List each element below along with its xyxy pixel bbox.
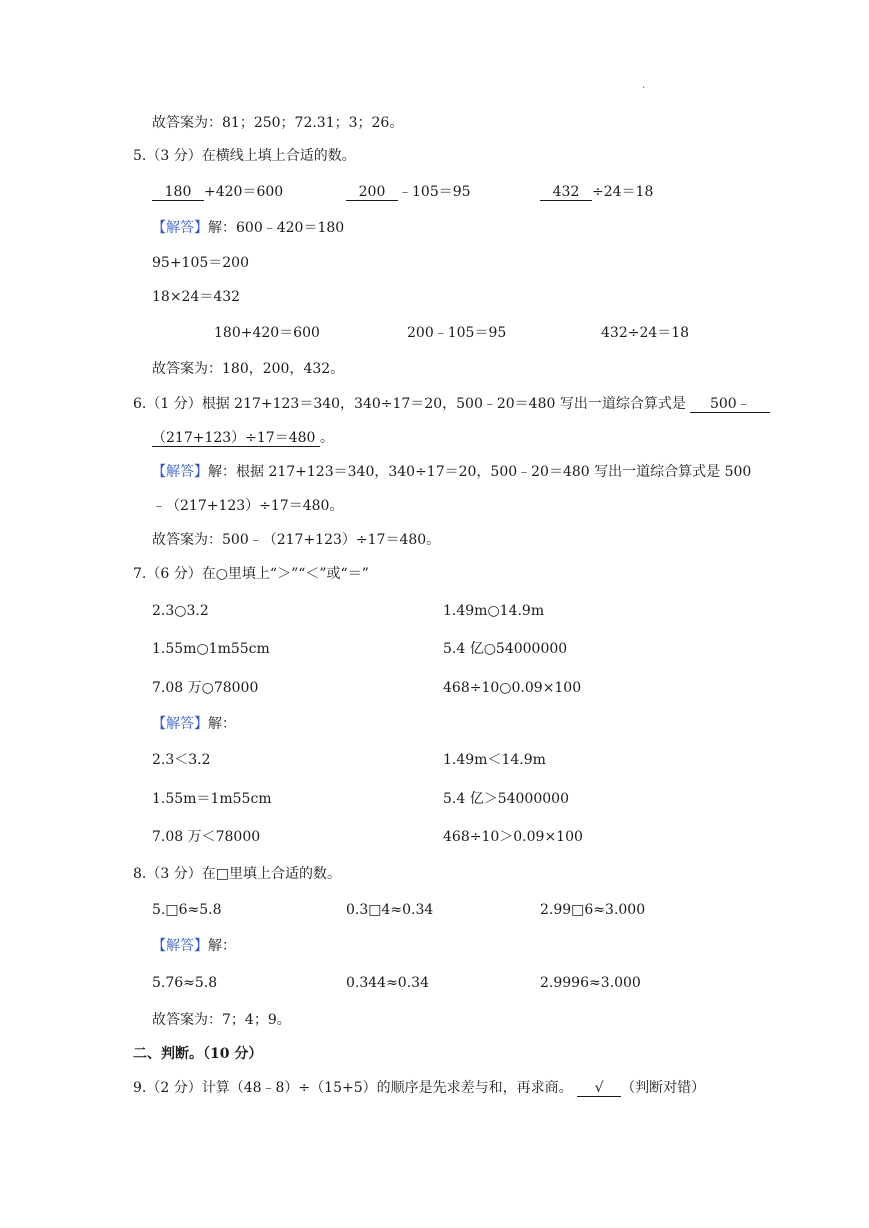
q6-blank-2: （217+123）÷17＝480 [152,430,320,447]
section-title: 二、判断。（10 分） [133,1046,263,1062]
q8-answer: 故答案为：7；4；9。 [152,1012,291,1028]
q5-check-3: 432÷24＝18 [601,325,690,341]
q6-solution-line: 【解答】解：根据 217+123＝340，340÷17＝20，500﹣20＝480 写出一道综合算式是 500 [152,464,752,480]
q5-check-2: 200﹣105＝95 [407,325,507,341]
solution-tag: 【解答】 [152,938,208,954]
q7-item-1: 2.3○3.2 [152,603,209,619]
q5-answer: 故答案为：180，200，432。 [152,361,345,377]
solution-tag: 【解答】 [152,716,208,732]
q5-sol-3: 18×24＝432 [152,289,241,305]
q8-answer-2: 0.344≈0.34 [346,975,429,991]
q7-answer-3: 1.55m＝1m55cm [152,791,272,807]
q7-stem: 7.（6 分）在○里填上“＞”“＜”或“＝” [133,566,369,582]
q5-item-3: 432 ÷24＝18 [540,182,653,202]
q7-item-4: 5.4 亿○54000000 [443,641,568,657]
q6-stem: 6.（1 分）根据 217+123＝340，340÷17＝20，500﹣20＝480 写出一道综合算式是 500﹣ [133,394,770,414]
q5-blank-1: 180 [152,184,204,201]
q8-answer-1: 5.76≈5.8 [152,975,218,991]
q7-item-6: 468÷10○0.09×100 [443,680,582,696]
q7-answer-4: 5.4 亿＞54000000 [443,791,569,807]
q6-stem-cont: （217+123）÷17＝480 。 [152,430,334,446]
q4-answer: 故答案为：81；250；72.31；3；26。 [152,115,404,131]
q5-blank-3: 432 [540,184,592,201]
q9-blank: √ [577,1080,621,1097]
solution-tag: 【解答】 [152,464,208,480]
q5-blank-2: 200 [346,184,398,201]
q8-solution-line: 【解答】解： [152,938,236,954]
q9-stem: 9.（2 分）计算（48﹣8）÷（15+5）的顺序是先求差与和，再求商。 √ （判断对错） [133,1080,706,1096]
page-dot: . [642,80,646,91]
q8-item-1: 5.□6≈5.8 [152,902,222,918]
q7-item-2: 1.49m○14.9m [443,603,545,619]
q8-answer-3: 2.9996≈3.000 [540,975,641,991]
q6-blank-1: 500﹣ [690,396,770,413]
q7-answer-1: 2.3＜3.2 [152,752,211,768]
q5-sol-2: 95+105＝200 [152,255,249,271]
q5-stem: 5.（3 分）在横线上填上合适的数。 [133,148,356,164]
q8-stem: 8.（3 分）在□里填上合适的数。 [133,866,341,882]
q8-item-2: 0.3□4≈0.34 [346,902,434,918]
solution-tag: 【解答】 [152,220,208,236]
q7-answer-2: 1.49m＜14.9m [443,752,546,768]
q6-sol-2: ﹣（217+123）÷17＝480。 [152,498,344,514]
q5-solution-line: 【解答】解：600﹣420＝180 [152,220,345,236]
q5-check-1: 180+420＝600 [214,325,320,341]
q7-item-3: 1.55m○1m55cm [152,641,270,657]
q6-answer: 故答案为：500﹣（217+123）÷17＝480。 [152,532,441,548]
q7-answer-6: 468÷10＞0.09×100 [443,829,583,845]
q5-item-2: 200 ﹣105＝95 [346,182,471,202]
q7-solution-line: 【解答】解： [152,716,236,732]
q8-item-3: 2.99□6≈3.000 [540,902,646,918]
q7-item-5: 7.08 万○78000 [152,680,259,696]
q7-answer-5: 7.08 万＜78000 [152,829,261,845]
q5-item-1: 180 +420＝600 [152,182,283,202]
